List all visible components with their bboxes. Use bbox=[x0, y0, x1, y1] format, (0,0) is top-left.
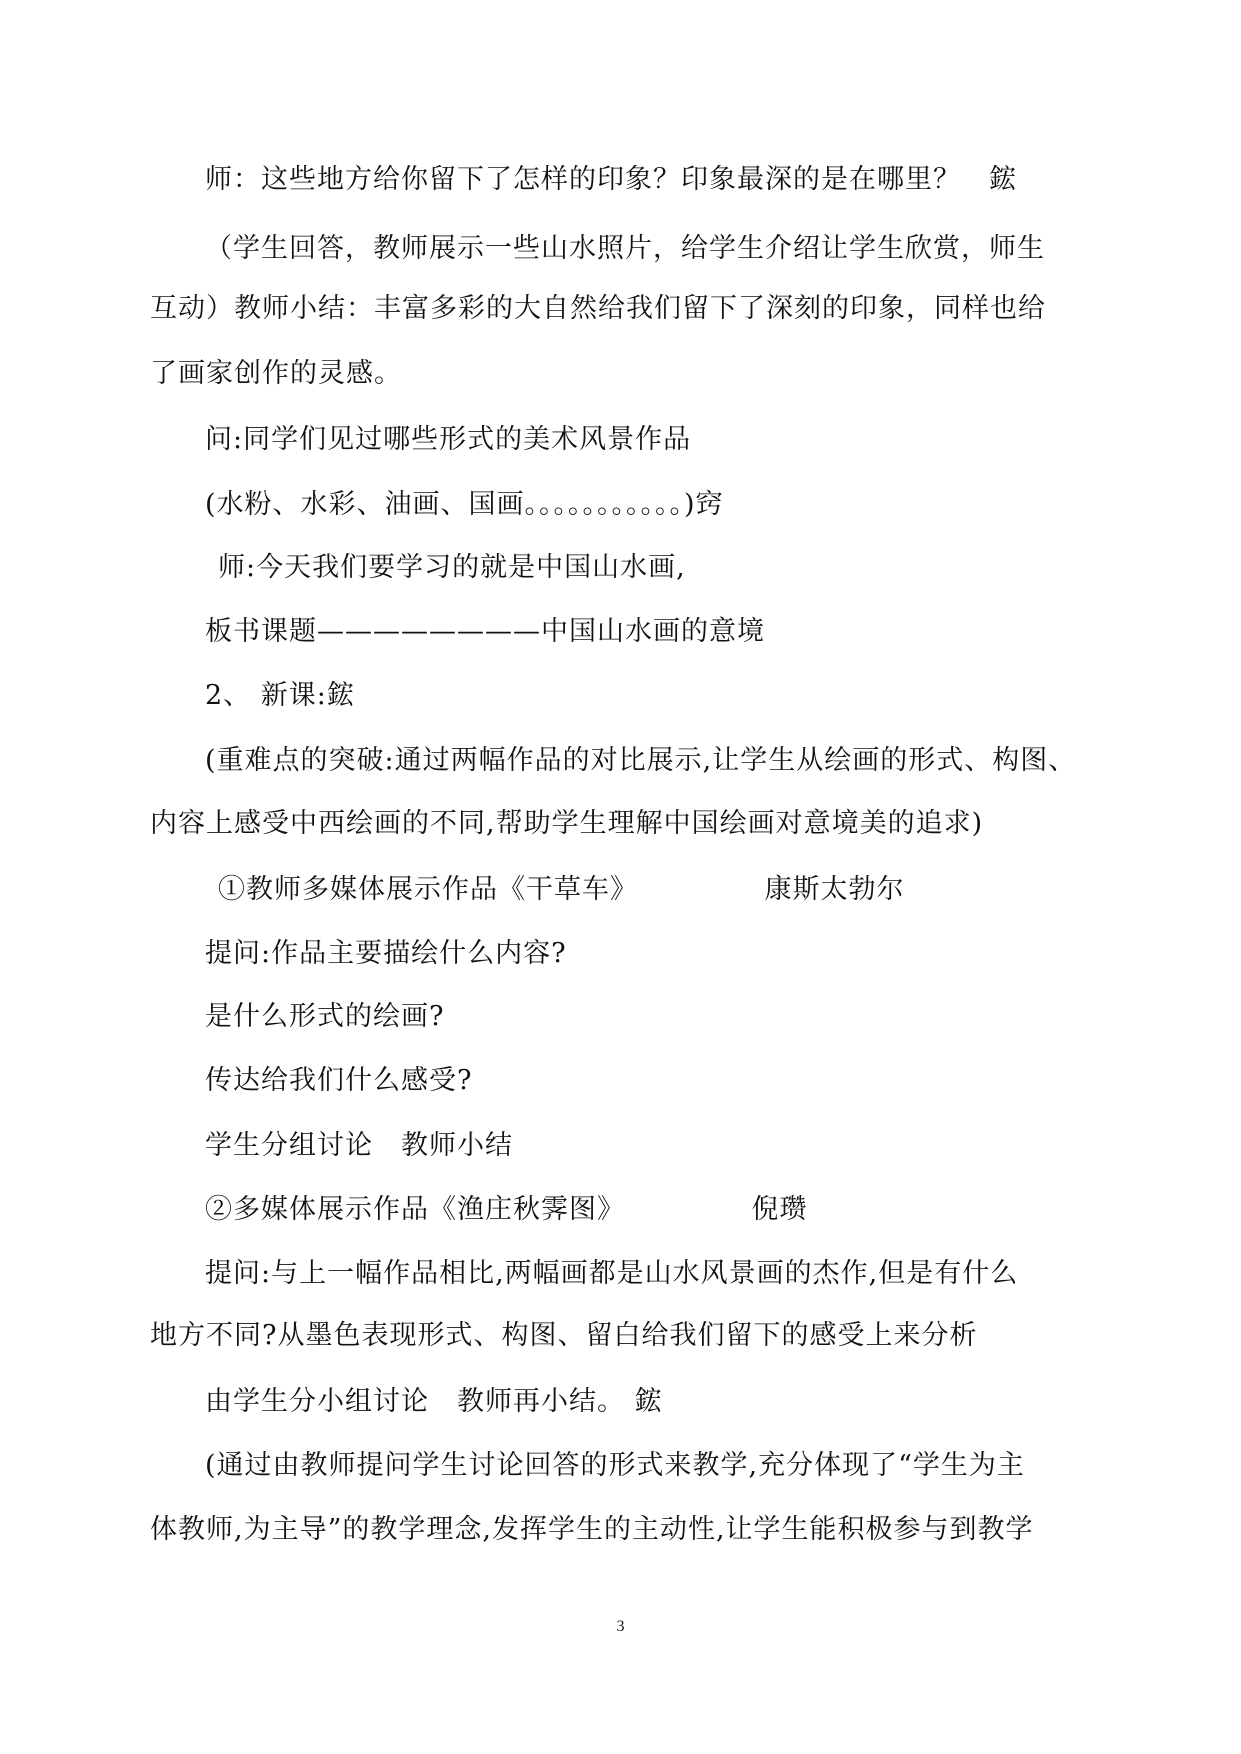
paragraph-line: (通过由教师提问学生讨论回答的形式来教学,充分体现了“学生为主 bbox=[205, 1450, 1025, 1481]
paragraph-line: 了画家创作的灵感。 bbox=[150, 358, 402, 389]
paragraph-line: 提问:与上一幅作品相比,两幅画都是山水风景画的杰作,但是有什么 bbox=[205, 1258, 1019, 1289]
paragraph-line: 学生分组讨论 教师小结 bbox=[205, 1130, 513, 1161]
paragraph-line: (重难点的突破:通过两幅作品的对比展示,让学生从绘画的形式、构图、 bbox=[205, 745, 1077, 776]
paragraph-line: 师：这些地方给你留下了怎样的印象？印象最深的是在哪里？ 鋐 bbox=[205, 164, 1017, 195]
paragraph-line: 互动）教师小结：丰富多彩的大自然给我们留下了深刻的印象，同样也给 bbox=[150, 293, 1046, 324]
paragraph-line: 内容上感受中西绘画的不同,帮助学生理解中国绘画对意境美的追求) bbox=[150, 808, 984, 839]
paragraph-line: 传达给我们什么感受? bbox=[205, 1065, 473, 1096]
paragraph-line: ②多媒体展示作品《渔庄秋霁图》 倪瓒 bbox=[205, 1194, 808, 1225]
paragraph-line: 提问:作品主要描绘什么内容? bbox=[205, 938, 567, 969]
paragraph-line: （学生回答，教师展示一些山水照片，给学生介绍让学生欣赏，师生 bbox=[205, 233, 1045, 264]
section-heading: 2、 新课:鋐 bbox=[205, 680, 355, 711]
paragraph-line: 师:今天我们要学习的就是中国山水画, bbox=[218, 552, 686, 583]
paragraph-line: 体教师,为主导”的教学理念,发挥学生的主动性,让学生能积极参与到教学 bbox=[150, 1514, 1034, 1545]
paragraph-line: ①教师多媒体展示作品《干草车》 康斯太勃尔 bbox=[218, 874, 905, 905]
paragraph-line: 是什么形式的绘画? bbox=[205, 1001, 445, 1032]
paragraph-line: 地方不同?从墨色表现形式、构图、留白给我们留下的感受上来分析 bbox=[150, 1320, 978, 1351]
paragraph-line: (水粉、水彩、油画、国画。。。。。。。。。。。)窍 bbox=[205, 489, 724, 520]
paragraph-line: 板书课题————————中国山水画的意境 bbox=[205, 616, 765, 647]
paragraph-line: 问:同学们见过哪些形式的美术风景作品 bbox=[205, 424, 692, 455]
page-number: 3 bbox=[616, 1618, 625, 1635]
paragraph-line: 由学生分小组讨论 教师再小结。 鋐 bbox=[205, 1386, 663, 1417]
